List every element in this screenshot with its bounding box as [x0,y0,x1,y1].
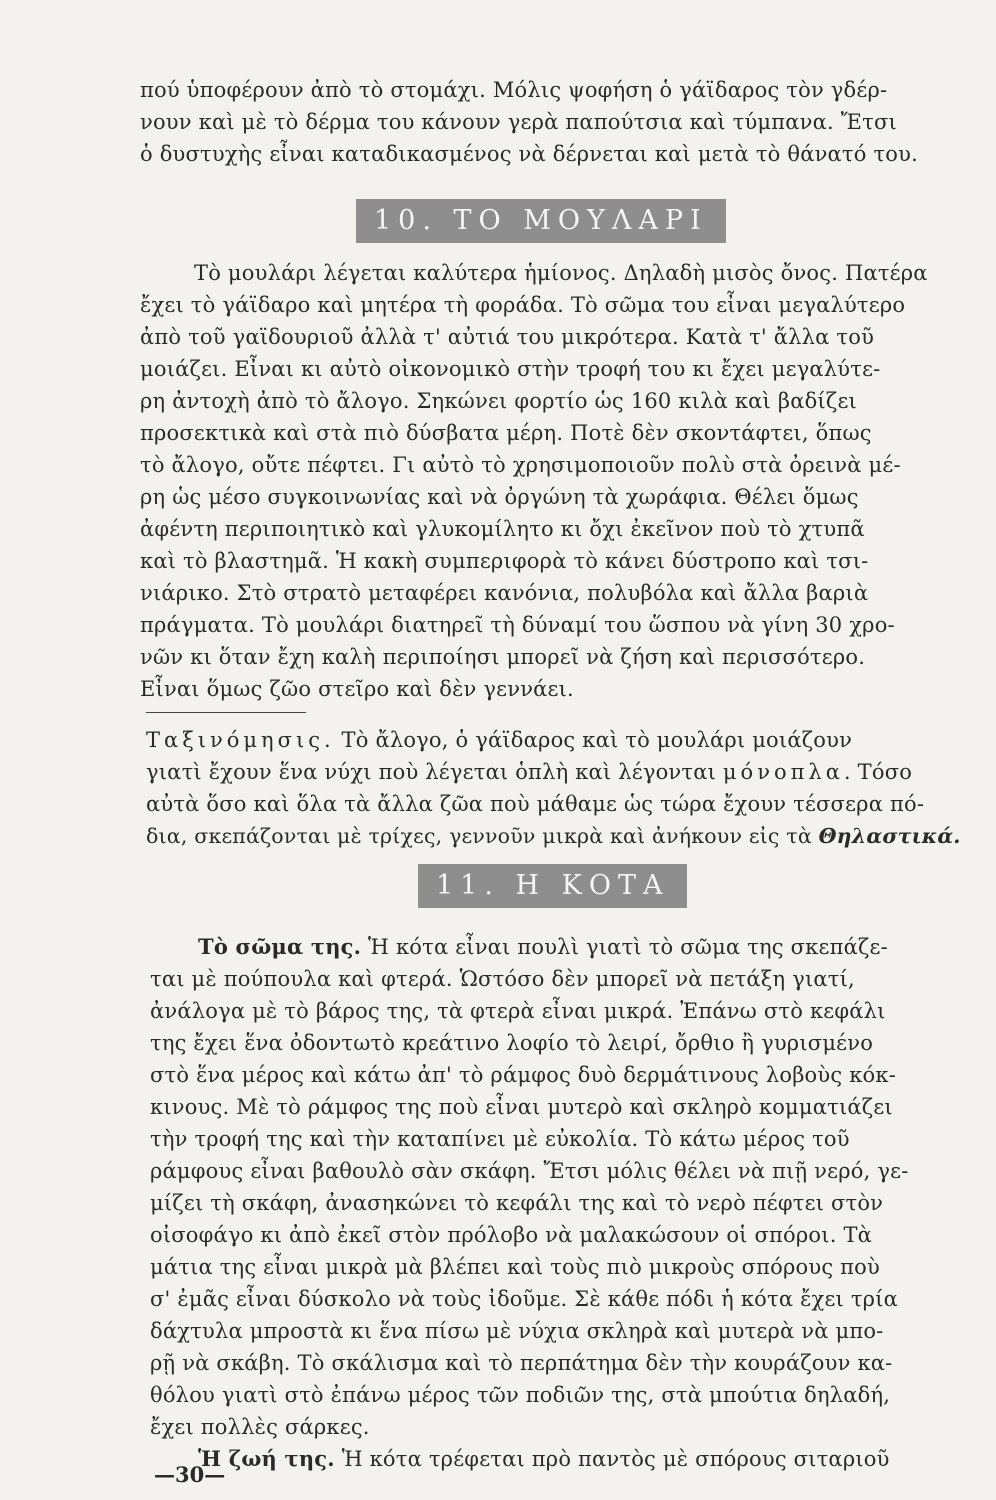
text-line [146,758,912,786]
text-line: Τὸ μουλάρι λέγεται καλύτερα ἡμίονος. Δηλαδὴ μισὸς ὄνος. Πατέρα [194,261,928,285]
text-line: ρῇ νὰ σκάβη. Τὸ σκάλισμα καὶ τὸ περπάτημα δὲν τὴν κουράζουν κα- [150,1351,893,1375]
classification-term: Ταξινόμησις. [146,728,335,752]
text-line: ἀπὸ τοῦ γαϊδουριοῦ ἀλλὰ τ' αὐτιά του μικρότερα. Κατὰ τ' ἄλλα τοῦ [140,325,875,349]
text-span: . Τόσο [843,760,913,784]
text-line: Εἶναι ὅμως ζῶο στεῖρο καὶ δὲν γεννάει. [140,677,574,701]
text-line: μίζει τὴ σκάφη, ἀνασηκώνει τὸ κεφάλι της καὶ τὸ νερὸ πέφτει στὸν [150,1191,884,1215]
section-heading: 11. Η ΚΟΤΑ [418,864,687,908]
text-line [198,1445,890,1473]
section-heading: 10. ΤΟ ΜΟΥΛΑΡΙ [356,199,726,243]
text-line: θόλου γιατὶ στὸ ἐπάνω μέρος τῶν ποδιῶν της, στὰ μπούτια δηλαδή, [150,1383,891,1407]
classification-term: Θηλαστικά. [818,824,961,848]
text-line: κινους. Μὲ τὸ ράμφος της ποὺ εἶναι μυτερὸ καὶ σκληρὸ κομματιάζει [150,1095,893,1119]
text-line: προσεκτικὰ καὶ στὰ πιὸ δύσβατα μέρη. Ποτὲ δὲν σκοντάφτει, ὅπως [140,421,872,445]
text-line: ἔχει τὸ γάϊδαρο καὶ μητέρα τὴ φοράδα. Τὸ σῶμα του εἶναι μεγαλύτερο [140,293,906,317]
text-line: ἔχει πολλὲς σάρκες. [150,1415,370,1439]
divider-rule [146,712,306,713]
classification-term: μόνοπλα [722,760,844,784]
text-line: νουν καὶ μὲ τὸ δέρμα του κάνουν γερὰ παπούτσια καὶ τύμπανα. Ἔτσι [140,110,897,134]
text-line: δάχτυλα μπροστὰ κι ἕνα πίσω μὲ νύχια σκληρὰ καὶ μυτερὰ νὰ μπο- [150,1319,884,1343]
text-line: καὶ τὸ βλαστημᾶ. Ἡ κακὴ συμπεριφορὰ τὸ κάνει δύστροπο καὶ τσι- [140,549,869,573]
text-line: ἀνάλογα μὲ τὸ βάρος της, τὰ φτερὰ εἶναι μικρά. Ἐπάνω στὸ κεφάλι [150,999,886,1023]
text-line: πράγματα. Τὸ μουλάρι διατηρεῖ τὴ δύναμί του ὥσπου νὰ γίνη 30 χρο- [140,613,895,637]
text-line: σ' ἐμᾶς εἶναι δύσκολο νὰ τοὺς ἰδοῦμε. Σὲ κάθε πόδι ἡ κότα ἔχει τρία [150,1287,899,1311]
text-line: ρη ἀντοχὴ ἀπὸ τὸ ἄλογο. Σηκώνει φορτίο ὡς 160 κιλὰ καὶ βαδίζει [140,389,857,413]
text-line: τὴν τροφή της καὶ τὴν καταπίνει μὲ εὐκολία. Τὸ κάτω μέρος τοῦ [150,1127,850,1151]
text-line: νιάρικο. Στὸ στρατὸ μεταφέρει κανόνια, πολυβόλα καὶ ἄλλα βαριὰ [140,581,869,605]
text-line: νῶν κι ὅταν ἔχη καλὴ περιποίησι μπορεῖ νὰ ζήση καὶ περισσότερο. [140,645,866,669]
text-span: γιατὶ ἔχουν ἕνα νύχι ποὺ λέγεται ὁπλὴ καὶ λέγονται [146,760,723,784]
subheading: Τὸ σῶμα της. [198,934,362,959]
text-span: Ἡ κότα εἶναι πουλὶ γιατὶ τὸ σῶμα της σκεπάζε- [361,935,888,959]
text-line: της ἔχει ἕνα ὀδοντωτὸ κρεάτινο λοφίο τὸ λειρί, ὄρθιο ἢ γυρισμένο [150,1031,874,1055]
text-line: μοιάζει. Εἶναι κι αὐτὸ οἰκονομικὸ στὴν τροφή του κι ἔχει μεγαλύτε- [140,357,881,381]
text-span: Τὸ ἄλογο, ὁ γάϊδαρος καὶ τὸ μουλάρι μοιάζουν [334,728,853,752]
text-line: αὐτὰ ὅσο καὶ ὅλα τὰ ἄλλα ζῶα ποὺ μάθαμε ὡς τώρα ἔχουν τέσσερα πό- [146,792,925,816]
text-span: Ἡ κότα τρέφεται πρὸ παντὸς μὲ σπόρους σιταριοῦ [334,1447,890,1471]
text-line: ράμφους εἶναι βαθουλὸ σὰν σκάφη. Ἔτσι μόλις θέλει νὰ πιῇ νερό, γε- [150,1159,909,1183]
text-line: ὁ δυστυχὴς εἶναι καταδικασμένος νὰ δέρνεται καὶ μετὰ τὸ θάνατό του. [140,142,918,166]
text-line [146,822,961,850]
text-line: ται μὲ πούπουλα καὶ φτερά. Ὡστόσο δὲν μπορεῖ νὰ πετάξη γιατί, [150,967,855,991]
text-span: δια, σκεπάζονται μὲ τρίχες, γεννοῦν μικρὰ καὶ ἀνήκουν εἰς τὰ [146,824,819,848]
text-line: ἀφέντη περιποιητικὸ καὶ γλυκομίλητο κι ὄχι ἐκεῖνον ποὺ τὸ χτυπᾶ [140,517,865,541]
text-line: τὸ ἄλογο, οὔτε πέφτει. Γι αὐτὸ τὸ χρησιμοποιοῦν πολὺ στὰ ὀρεινὰ μέ- [140,453,901,477]
text-line [198,933,888,961]
text-line: μάτια της εἶναι μικρὰ μὰ βλέπει καὶ τοὺς πιὸ μικροὺς σπόρους ποὺ [150,1255,880,1279]
subheading: Ἡ ζωή της. [198,1446,335,1471]
text-line: πού ὑποφέρουν ἀπὸ τὸ στομάχι. Μόλις ψοφήση ὁ γάϊδαρος τὸν γδέρ- [140,78,888,102]
text-line: οἰσοφάγο κι ἀπὸ ἐκεῖ στὸν πρόλοβο νὰ μαλακώσουν οἱ σπόροι. Τὰ [150,1223,873,1247]
text-line: στὸ ἕνα μέρος καὶ κάτω ἀπ' τὸ ράμφος δυὸ δερμάτινους λοβοὺς κόκ- [150,1063,896,1087]
page-number: —30— [154,1462,226,1487]
text-line: ρη ὡς μέσο συγκοινωνίας καὶ νὰ ὀργώνη τὰ χωράφια. Θέλει ὅμως [140,485,859,509]
text-line [146,726,852,754]
